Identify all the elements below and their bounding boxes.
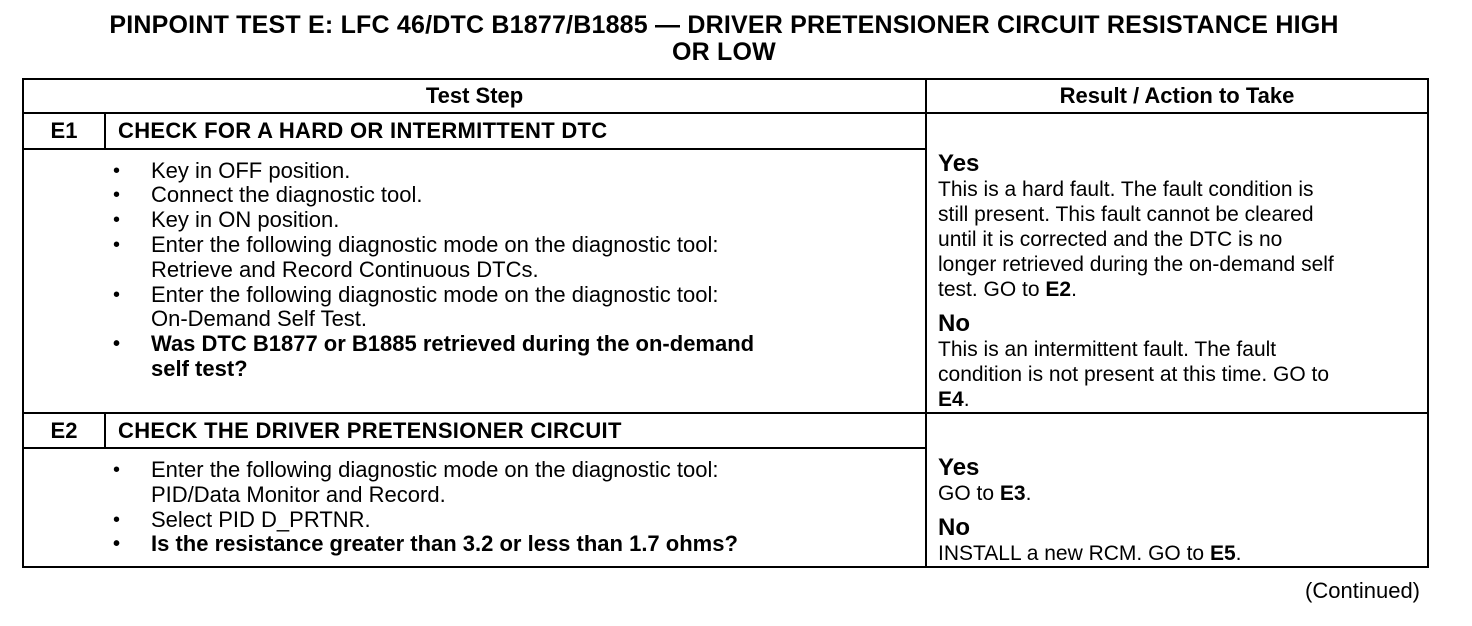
bullet-icon: • [113, 209, 121, 232]
no-text: INSTALL a new RCM. GO to [938, 542, 1210, 565]
step-e1-title-row [23, 113, 1428, 149]
question-item [105, 532, 925, 557]
question-text: Was DTC B1877 or B1885 retrieved during the on-demand [151, 331, 755, 357]
period: . [963, 388, 970, 411]
yes-line-last [938, 277, 1419, 302]
action-text: Enter the following diagnostic mode on the diagnostic tool: [151, 231, 719, 257]
header-test-step: Test Step [23, 79, 926, 113]
action-text: On-Demand Self Test. [151, 306, 368, 332]
yes-line: still present. This fault cannot be cleared [938, 203, 1314, 226]
step-e1-spacer [23, 149, 105, 413]
action-text: Select PID D_PRTNR. [151, 506, 371, 532]
bullet-icon: • [113, 159, 121, 182]
no-line [938, 541, 1419, 566]
no-line-last [938, 387, 1419, 412]
step-e2-spacer [23, 448, 105, 567]
question-item [105, 332, 925, 382]
pinpoint-test-table [22, 78, 1429, 568]
continued-note: (Continued) [1305, 578, 1420, 603]
bullet-icon: • [113, 184, 121, 207]
step-reference-e4: E4 [938, 388, 964, 411]
step-reference-e2: E2 [1045, 278, 1072, 301]
action-text: Key in ON position. [151, 207, 340, 233]
action-item [105, 233, 925, 283]
action-text: Enter the following diagnostic mode on the diagnostic tool: [151, 457, 719, 482]
no-label: No [938, 310, 971, 337]
title-line-2: OR LOW [672, 38, 776, 66]
step-reference-e5: E5 [1209, 542, 1236, 565]
no-line: This is an intermittent fault. The fault [938, 338, 1277, 361]
action-item [105, 283, 925, 333]
action-text: PID/Data Monitor and Record. [151, 481, 446, 507]
action-item [105, 159, 925, 184]
action-item [105, 208, 925, 233]
bullet-icon: • [113, 459, 121, 481]
yes-text: GO to [938, 482, 1000, 505]
yes-line: until it is corrected and the DTC is no [938, 228, 1283, 251]
period: . [1025, 482, 1032, 505]
header-row [23, 79, 1428, 113]
step-e1-actions [105, 149, 926, 413]
bullet-icon: • [113, 233, 121, 256]
action-text: Key in OFF position. [151, 157, 351, 183]
step-reference-e3: E3 [999, 482, 1026, 505]
question-text: self test? [151, 355, 248, 381]
yes-label: Yes [938, 150, 980, 177]
header-result-action: Result / Action to Take [926, 79, 1428, 113]
yes-line: This is a hard fault. The fault condition is [938, 178, 1314, 201]
action-text: Retrieve and Record Continuous DTCs. [151, 256, 539, 282]
yes-label: Yes [938, 454, 980, 481]
bullet-icon: • [113, 333, 121, 356]
question-text: Is the resistance greater than 3.2 or less than 1.7 ohms? [151, 531, 738, 557]
action-text: Connect the diagnostic tool. [151, 182, 423, 208]
yes-line: longer retrieved during the on-demand self [938, 253, 1334, 276]
step-e2-results [926, 413, 1428, 567]
bullet-icon: • [113, 508, 121, 531]
bullet-icon: • [113, 533, 121, 556]
no-label: No [938, 514, 971, 541]
step-name: CHECK THE DRIVER PRETENSIONER CIRCUIT [105, 413, 926, 448]
action-item [105, 183, 925, 208]
step-e1-results [926, 113, 1428, 413]
action-text: Enter the following diagnostic mode on the diagnostic tool: [151, 281, 719, 307]
step-id: E1 [23, 113, 105, 149]
period: . [1235, 542, 1242, 565]
title-line-1: PINPOINT TEST E: LFC 46/DTC B1877/B1885 — DRIVER PRETENSIONER CIRCUIT RESISTANCE HIGH [109, 11, 1339, 39]
action-item [105, 508, 925, 533]
bullet-icon: • [113, 283, 121, 306]
yes-line [938, 481, 1419, 506]
step-id: E2 [23, 413, 105, 448]
step-name: CHECK FOR A HARD OR INTERMITTENT DTC [105, 113, 926, 149]
yes-text: test. GO to [938, 278, 1046, 301]
period: . [1071, 278, 1077, 301]
step-e2-actions [105, 448, 926, 567]
no-line: condition is not present at this time. GO to [938, 363, 1330, 386]
action-item [105, 458, 925, 508]
step-e2-title-row [23, 413, 1428, 448]
page-title [0, 12, 1448, 66]
